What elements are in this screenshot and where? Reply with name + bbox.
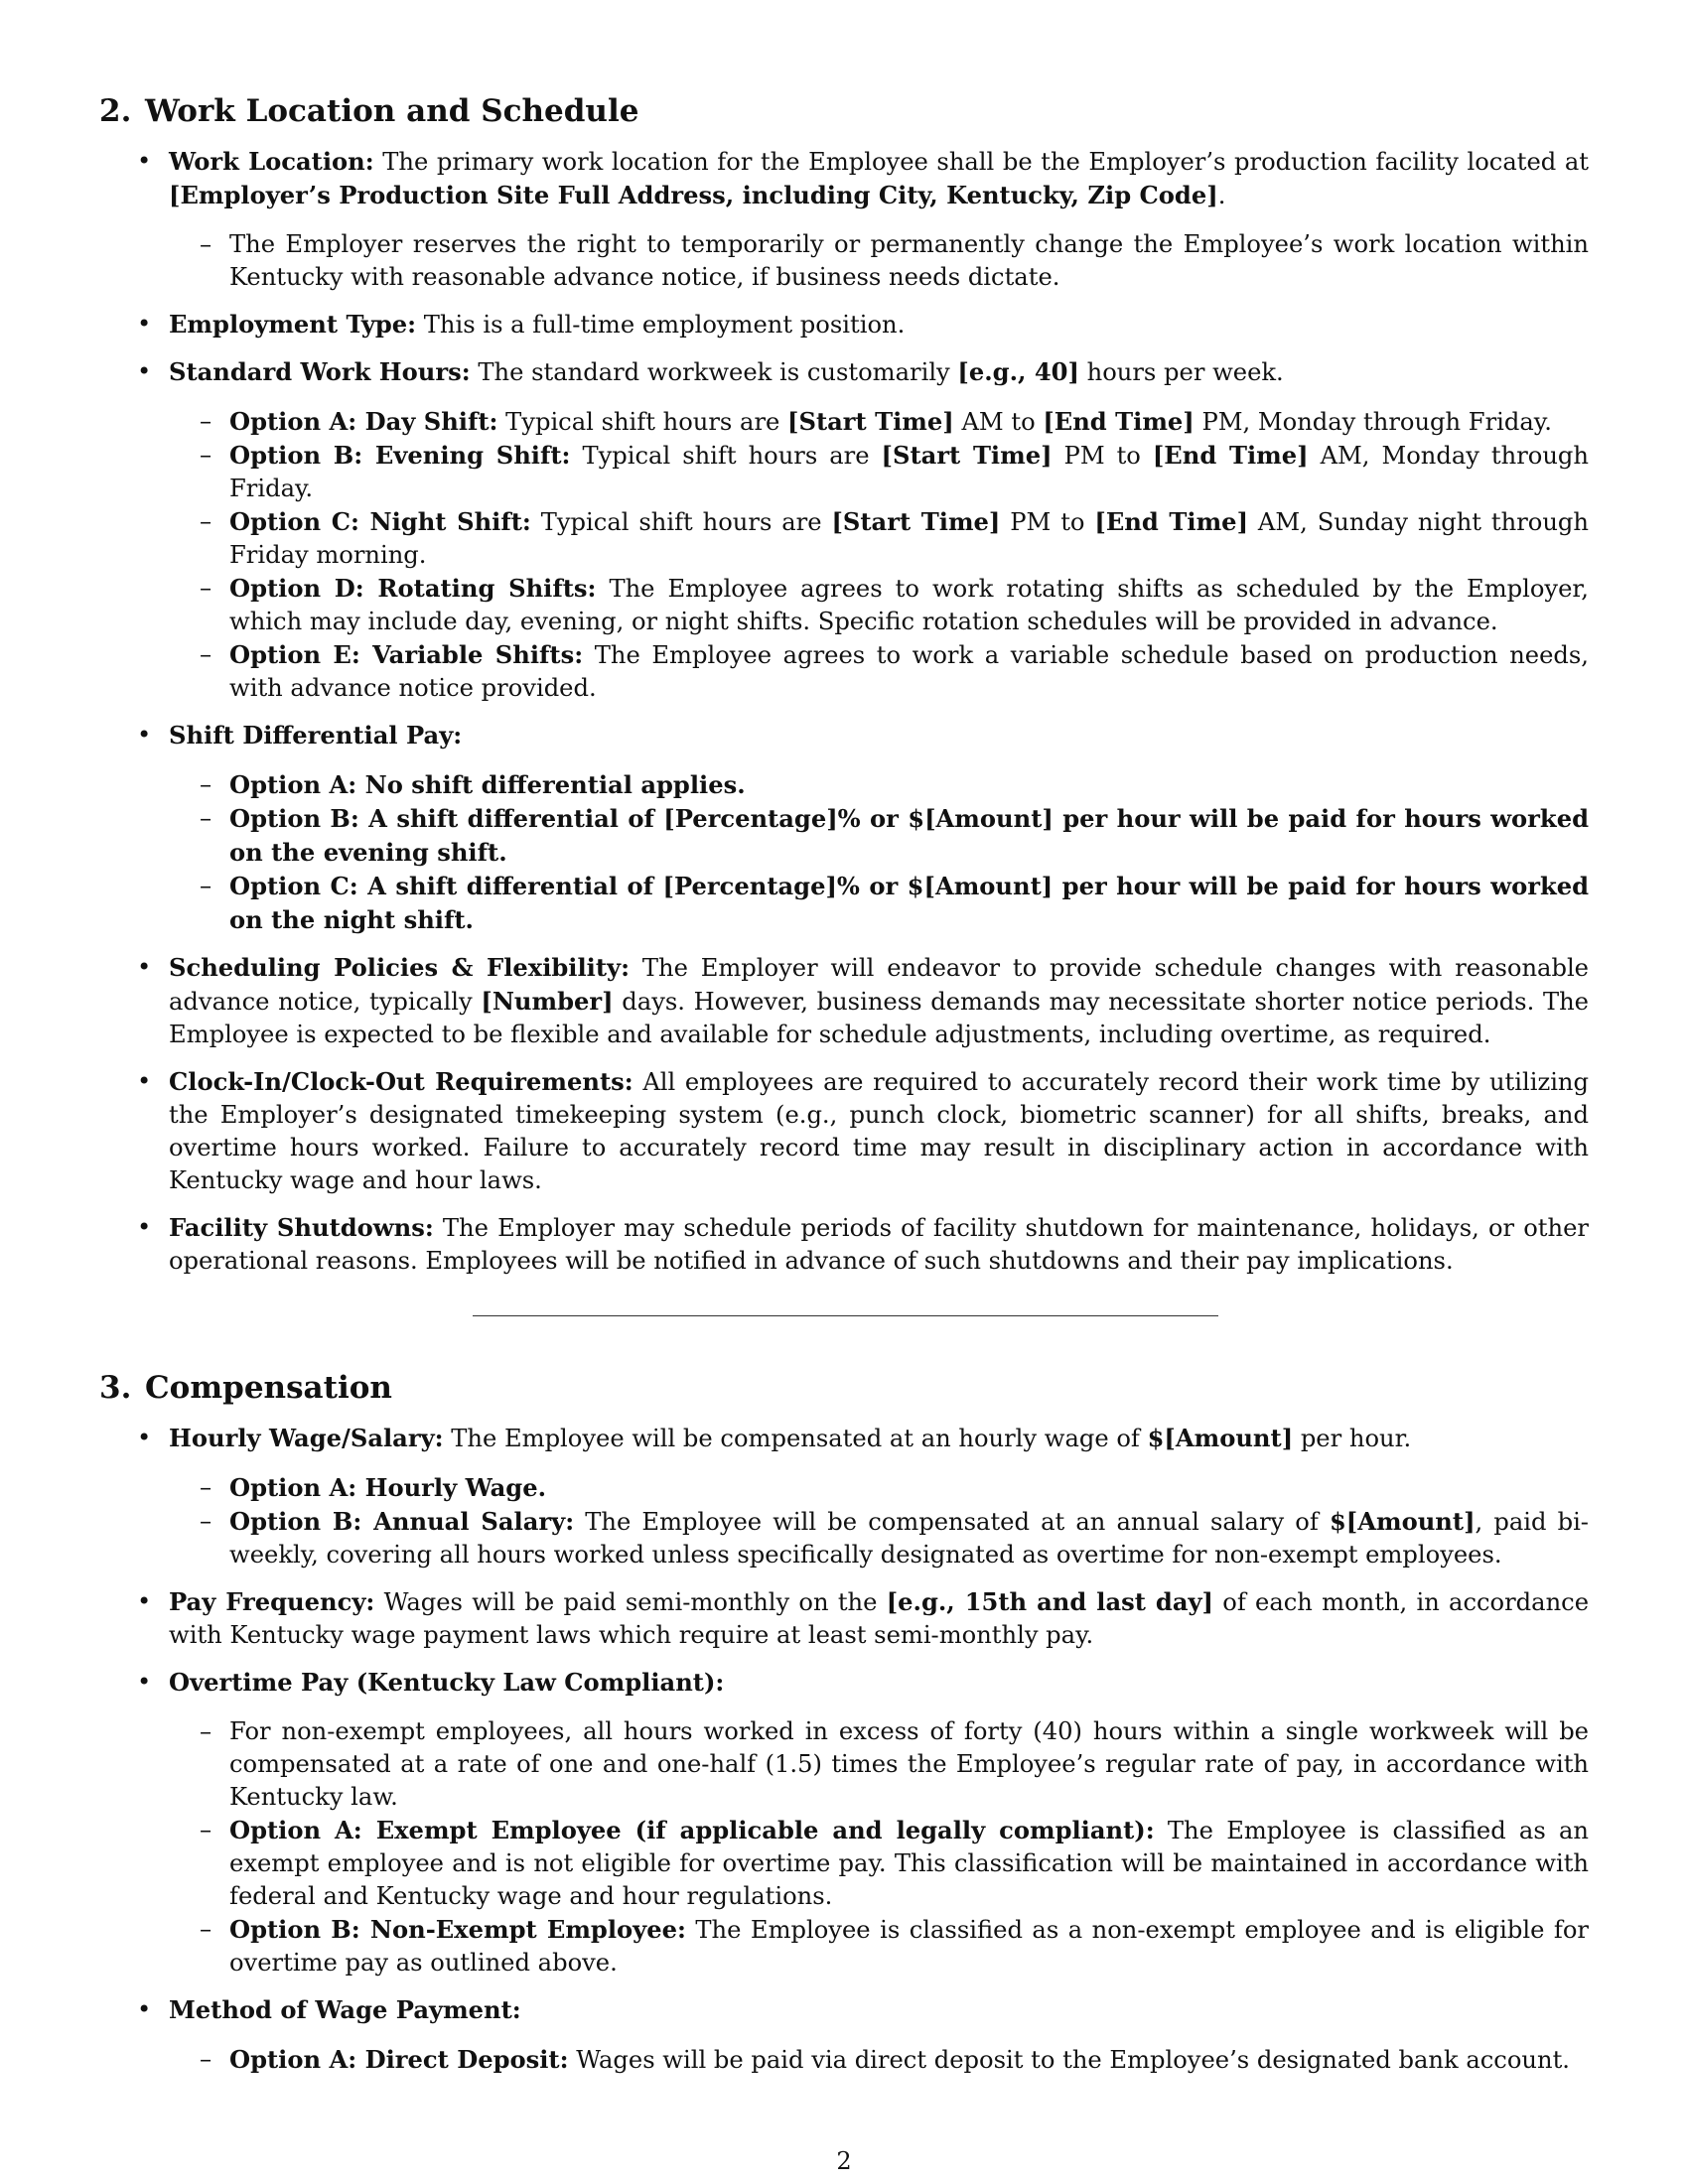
wage-item: • Hourly Wage/Salary: The Employee will be compensated at an hourly wage of $[Amount] per hour. – Option A: Hourly Wage. – Option B: Annual Salary: The Employee will be compensated at an annual salary of $[Amount], paid bi-weekly, covering all hours worked unless specifically designated as overtime for non-exempt employees. [99,1422,1589,1571]
shutdowns-item: • Facility Shutdowns: The Employer may schedule periods of facility shutdown for maintenance, holidays, or other operational reasons. Employees will be notified in advance of such shutdowns and their pay implications. [99,1211,1589,1278]
payment-method-item: • Method of Wage Payment: – Option A: Direct Deposit: Wages will be paid via direct deposit to the Employee’s designated bank account. [99,1993,1589,2077]
hourly-wage-option: – Option A: Hourly Wage. [169,1471,1589,1505]
shift-differential-item: • Shift Differential Pay: – Option A: No shift differential applies. – Option B: A shift differential of [Percentage]% or $[Amount] per hour will be paid for hours worked on the evening shift. – Option C: A shift differential of [Percentage]% or $[Amount] per hour will be paid for hours worked on the night shift. [99,719,1589,937]
work-location-item: • Work Location: The primary work location for the Employee shall be the Employer’s production facility located at [Employer’s Production Site Full Address, including City, Kentucky, Zip Code]. – The Employer reserves the right to temporarily or permanently change the Employee’s work location within Kentucky with reasonable advance notice, if business needs dictate. [99,145,1589,294]
work-hours-item: • Standard Work Hours: The standard workweek is customarily [e.g., 40] hours per week. – Option A: Day Shift: Typical shift hours are [Start Time] AM to [End Time] PM, Monday through Friday. – Option B: Evening Shift: Typical shift hours are [Start Time] PM to [End Time] AM, Monday through Friday. – Option C: Night Shift: Typical shift hours are [Start Time] PM to [End Time] AM, Sunday night through Friday morning. – Option D: Rotating Shifts: The Employee agrees to work rotating shifts as scheduled by the Employer, which may include day, evening, or night shifts. Specific rotation schedules will be provided in advance. – Option E: Variable Shifts: The Employee agrees to work a variable schedule based on production needs, with advance notice provided. [99,355,1589,705]
exempt-option: – Option A: Exempt Employee (if applicable and legally compliant): The Employee is classified as an exempt employee and is not eligible for overtime pay. This classification will be maintained in accordance with federal and Kentucky wage and hour regulations. [169,1814,1589,1913]
direct-deposit-option: – Option A: Direct Deposit: Wages will be paid via direct deposit to the Employee’s designated bank account. [169,2043,1589,2077]
document-page [99,91,1589,2091]
shift-diff-option-a: – Option A: No shift differential applies. [169,768,1589,802]
overtime-rule: – For non-exempt employees, all hours worked in excess of forty (40) hours within a single workweek will be compensated at a rate of one and one-half (1.5) times the Employee’s regular rate of pay, in accordance with Kentucky law. [169,1715,1589,1814]
shift-diff-option-b: – Option B: A shift differential of [Percentage]% or $[Amount] per hour will be paid for hours worked on the evening shift. [169,802,1589,870]
variable-shift-option: – Option E: Variable Shifts: The Employee agrees to work a variable schedule based on production needs, with advance notice provided. [169,638,1589,705]
scheduling-item: • Scheduling Policies & Flexibility: The Employer will endeavor to provide schedule changes with reasonable advance notice, typically [Number] days. However, business demands may necessitate shorter notice periods. The Employee is expected to be flexible and available for schedule adjustments, including overtime, as required. [99,951,1589,1051]
non-exempt-option: – Option B: Non-Exempt Employee: The Employee is classified as a non-exempt employee and is eligible for overtime pay as outlined above. [169,1913,1589,1979]
evening-shift-option: – Option B: Evening Shift: Typical shift hours are [Start Time] PM to [End Time] AM, Monday through Friday. [169,439,1589,505]
page-number: 2 [836,2147,852,2175]
employment-type-item: • Employment Type: This is a full-time employment position. [99,308,1589,341]
rotating-shift-option: – Option D: Rotating Shifts: The Employee agrees to work rotating shifts as scheduled by the Employer, which may include day, evening, or night shifts. Specific rotation schedules will be provided in advance. [169,572,1589,638]
annual-salary-option: – Option B: Annual Salary: The Employee will be compensated at an annual salary of $[Amount], paid bi-weekly, covering all hours worked unless specifically designated as overtime for non-exempt employees. [169,1505,1589,1571]
night-shift-option: – Option C: Night Shift: Typical shift hours are [Start Time] PM to [End Time] AM, Sunday night through Friday morning. [169,505,1589,572]
section-heading: 2. Work Location and Schedule [99,93,639,129]
section-3-list [99,1422,1589,2077]
work-location-sub: – The Employer reserves the right to temporarily or permanently change the Employee’s work location within Kentucky with reasonable advance notice, if business needs dictate. [169,228,1589,294]
day-shift-option: – Option A: Day Shift: Typical shift hours are [Start Time] AM to [End Time] PM, Monday through Friday. [169,405,1589,439]
overtime-item: • Overtime Pay (Kentucky Law Compliant): – For non-exempt employees, all hours worked in excess of forty (40) hours within a single workweek will be compensated at a rate of one and one-half (1.5) times the Employee’s regular rate of pay, in accordance with Kentucky law. – Option A: Exempt Employee (if applicable and legally compliant): The Employee is classified as an exempt employee and is not eligible for overtime pay. This classification will be maintained in accordance with federal and Kentucky wage and hour regulations. – Option B: Non-Exempt Employee: The Employee is classified as a non-exempt employee and is eligible for overtime pay as outlined above. [99,1666,1589,1979]
pay-frequency-item: • Pay Frequency: Wages will be paid semi-monthly on the [e.g., 15th and last day] of each month, in accordance with Kentucky wage payment laws which require at least semi-monthly pay. [99,1585,1589,1652]
section-heading: 3. Compensation [99,1370,392,1406]
shift-diff-option-c: – Option C: A shift differential of [Percentage]% or $[Amount] per hour will be paid for hours worked on the night shift. [169,870,1589,937]
clock-in-item: • Clock-In/Clock-Out Requirements: All employees are required to accurately record their work time by utilizing the Employer’s designated timekeeping system (e.g., punch clock, biometric scanner) for all shifts, breaks, and overtime hours worked. Failure to accurately record time may result in disciplinary action in accordance with Kentucky wage and hour laws. [99,1065,1589,1197]
section-divider [473,1315,1218,1316]
section-2-list [99,145,1589,1278]
